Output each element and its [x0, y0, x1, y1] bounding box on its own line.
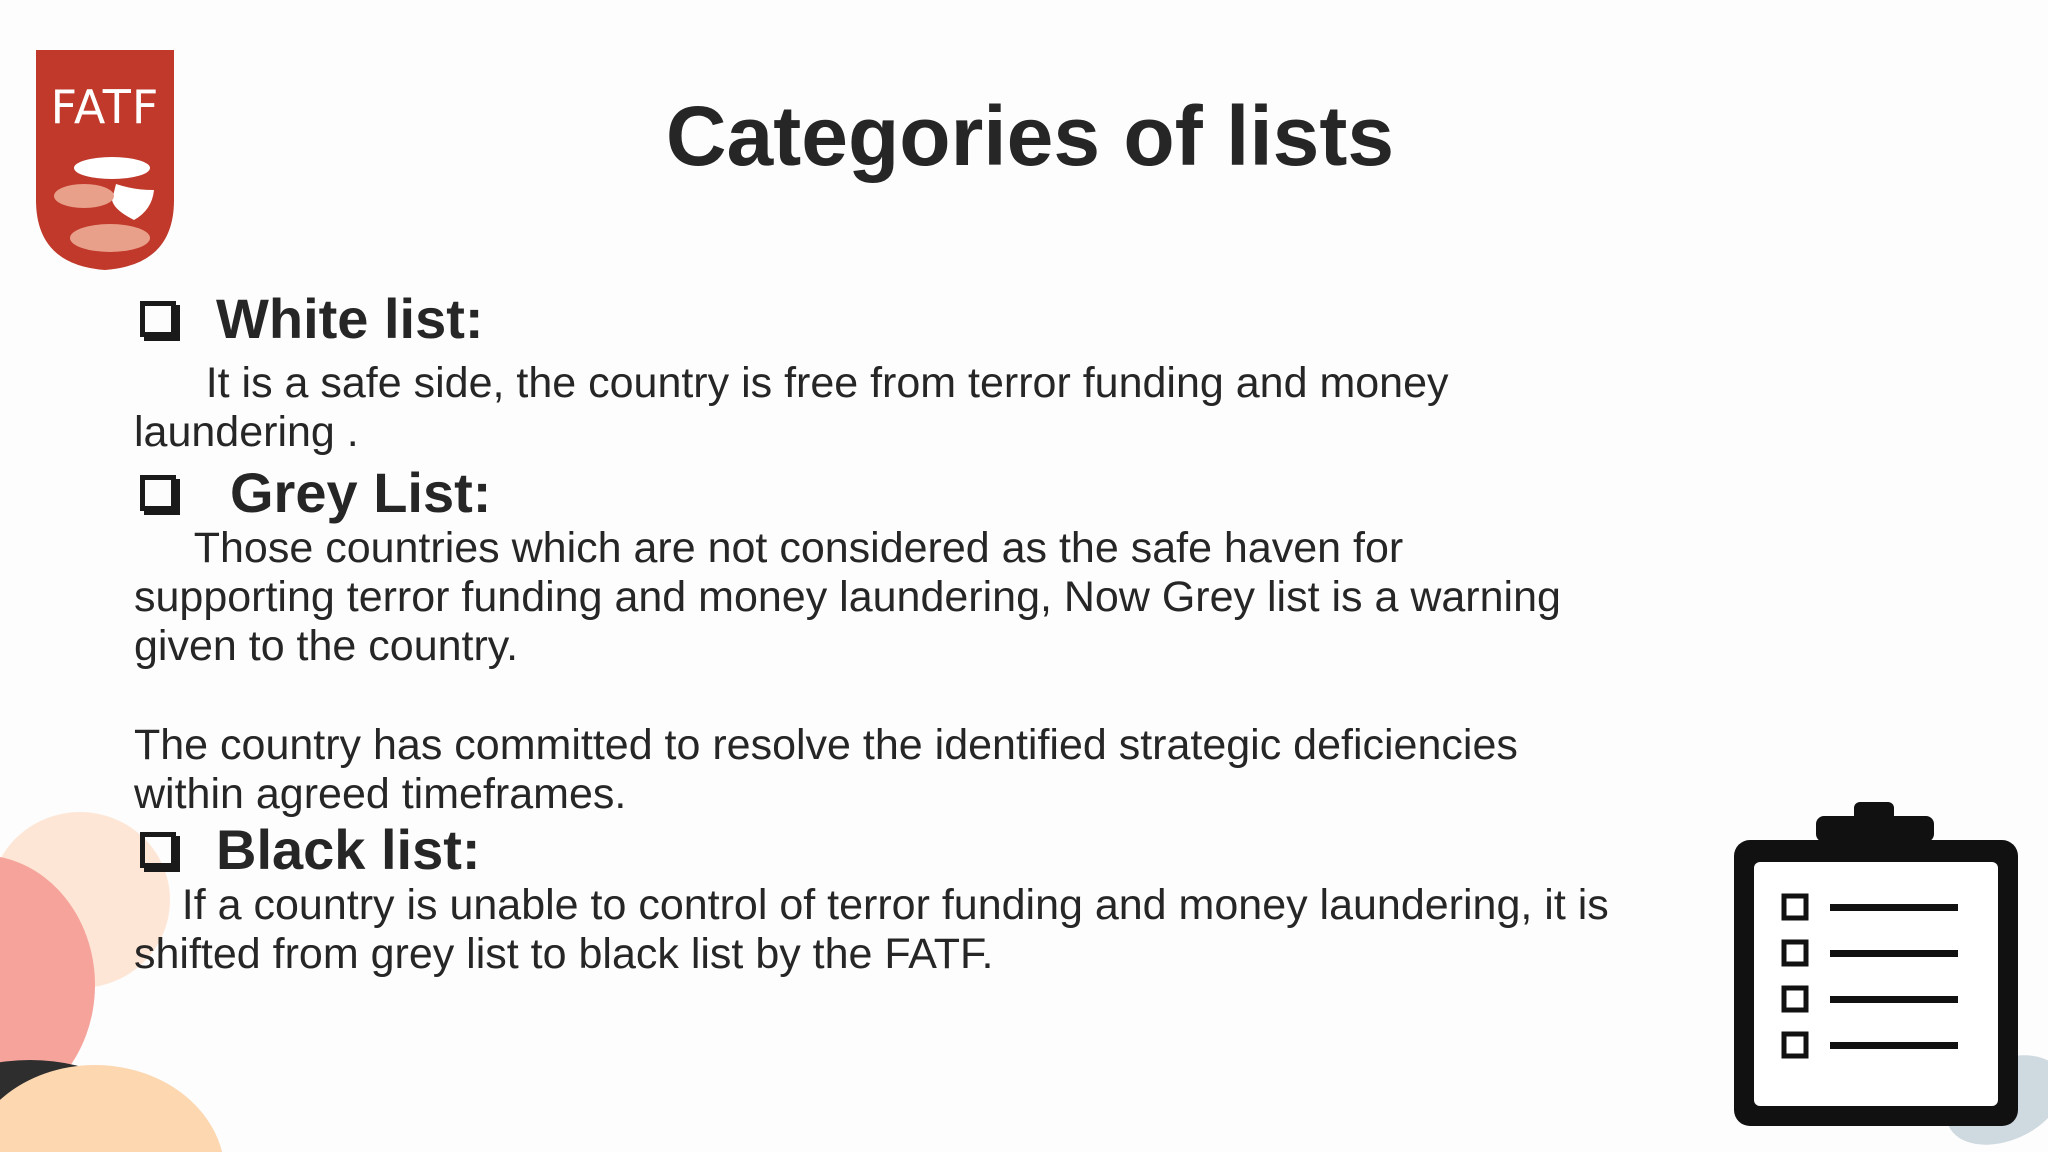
- decor-peach-blob-lower: [0, 1065, 225, 1152]
- fatf-logo-icon: [34, 50, 176, 272]
- checkbox-bullet-icon: [140, 832, 176, 868]
- black-list-heading: Black list:: [216, 818, 481, 881]
- white-list-heading: White list:: [216, 287, 484, 350]
- grey-list-heading: Grey List:: [230, 461, 492, 524]
- checkbox-bullet-icon: [140, 301, 176, 337]
- grey-list-text: Those countries which are not considered as the safe haven for supporting terror funding and money laundering, Now Grey list is a warning given to the country.: [134, 524, 1561, 670]
- black-list-text: If a country is unable to control of terror funding and money laundering, it is shifted from grey list to black list by the FATF.: [134, 881, 1609, 978]
- logo-text: FATF: [50, 80, 160, 134]
- checkbox-bullet-icon: [140, 475, 176, 511]
- grey-list-heading-row: [140, 460, 491, 525]
- grey-list-commitment-text: The country has committed to resolve the identified strategic deficiencies within agreed timeframes.: [134, 721, 1518, 818]
- checklist-clipboard-icon: [1728, 800, 2024, 1130]
- white-list-heading-row: [140, 286, 484, 351]
- white-list-text: It is a safe side, the country is free from terror funding and money laundering .: [134, 359, 1449, 456]
- black-list-heading-row: [140, 817, 481, 882]
- slide-title: Categories of lists: [665, 89, 1395, 183]
